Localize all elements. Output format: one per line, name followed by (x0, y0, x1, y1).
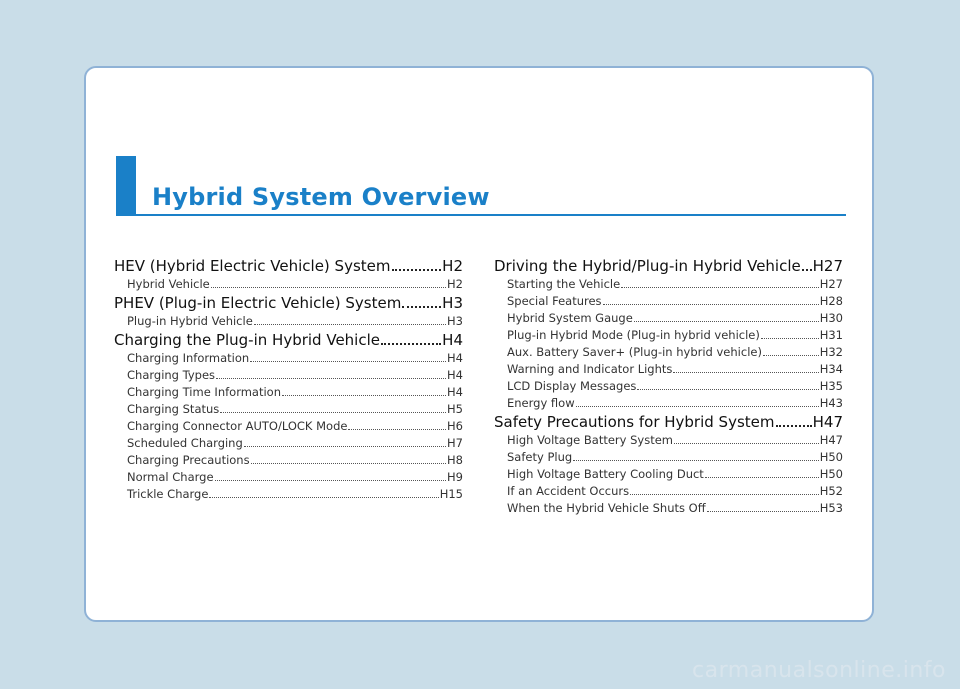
toc-subsection-entry[interactable] (494, 500, 843, 517)
dot-leader (216, 378, 446, 379)
toc-entry-title: Charging Connector AUTO/LOCK Mode (127, 419, 348, 433)
page-title: Hybrid System Overview (152, 183, 490, 211)
toc-section-entry[interactable] (114, 293, 463, 313)
toc-entry-title: Safety Precautions for Hybrid System (494, 413, 775, 431)
title-underline (116, 214, 846, 216)
toc-subsection-entry[interactable] (114, 367, 463, 384)
dot-leader (381, 343, 441, 345)
toc-section-entry[interactable] (494, 412, 843, 432)
toc-section-entry[interactable] (114, 256, 463, 276)
toc-entry-page: H53 (819, 501, 843, 515)
toc-subsection-entry[interactable] (494, 310, 843, 327)
toc-entry-title: Charging Types (127, 368, 216, 382)
toc-entry-title: When the Hybrid Vehicle Shuts Off (507, 501, 706, 515)
dot-leader (209, 497, 438, 498)
toc-entry-page: H43 (819, 396, 843, 410)
toc-entry-page: H7 (447, 436, 463, 450)
toc-entry-title: Charging Information (127, 351, 250, 365)
toc-entry-page: H8 (447, 453, 463, 467)
toc-entry-title: Hybrid System Gauge (507, 311, 633, 325)
dot-leader (776, 425, 812, 427)
toc-entry-page: H47 (812, 413, 843, 431)
toc-entry-title: Warning and Indicator Lights (507, 362, 673, 376)
toc-subsection-entry[interactable] (114, 452, 463, 469)
dot-leader (282, 395, 446, 396)
toc-subsection-entry[interactable] (494, 378, 843, 395)
toc-entry-page: H4 (447, 368, 463, 382)
title-accent-bar (116, 156, 136, 216)
toc-subsection-entry[interactable] (114, 384, 463, 401)
toc-entry-title: Plug-in Hybrid Mode (Plug-in hybrid vehicle) (507, 328, 760, 342)
toc-subsection-entry[interactable] (494, 449, 843, 466)
toc-entry-title: Charging Time Information (127, 385, 281, 399)
toc-entry-title: Charging Precautions (127, 453, 250, 467)
toc-entry-title: Normal Charge (127, 470, 214, 484)
toc-entry-page: H47 (819, 433, 843, 447)
toc-entry-page: H32 (819, 345, 843, 359)
dot-leader (673, 372, 818, 373)
toc-entry-title: Scheduled Charging (127, 436, 243, 450)
toc-entry-title: Trickle Charge (127, 487, 209, 501)
toc-entry-title: Hybrid Vehicle (127, 277, 210, 291)
dot-leader (621, 287, 819, 288)
toc-subsection-entry[interactable] (494, 483, 843, 500)
toc-entry-title: Aux. Battery Saver+ (Plug-in hybrid vehicle) (507, 345, 762, 359)
toc-entry-title: PHEV (Plug-in Electric Vehicle) System (114, 294, 402, 312)
dot-leader (630, 494, 819, 495)
toc-entry-page: H50 (819, 467, 843, 481)
toc-subsection-entry[interactable] (494, 276, 843, 293)
toc-entry-title: If an Accident Occurs (507, 484, 630, 498)
toc-section-entry[interactable] (114, 330, 463, 350)
dot-leader (220, 412, 446, 413)
toc-right-column (494, 256, 843, 517)
toc-entry-page: H4 (442, 331, 463, 349)
toc-entry-page: H28 (819, 294, 843, 308)
toc-section-entry[interactable] (494, 256, 843, 276)
dot-leader (250, 361, 446, 362)
toc-subsection-entry[interactable] (114, 313, 463, 330)
toc-entry-title: Driving the Hybrid/Plug-in Hybrid Vehicle (494, 257, 801, 275)
toc-entry-title: LCD Display Messages (507, 379, 637, 393)
watermark: carmanualsonline.info (692, 658, 946, 683)
dot-leader (637, 389, 818, 390)
toc-entry-title: Charging Status (127, 402, 220, 416)
dot-leader (634, 321, 819, 322)
toc-subsection-entry[interactable] (494, 361, 843, 378)
dot-leader (707, 511, 819, 512)
toc-entry-title: HEV (Hybrid Electric Vehicle) System (114, 257, 391, 275)
dot-leader (211, 287, 446, 288)
toc-subsection-entry[interactable] (114, 350, 463, 367)
toc-entry-title: Starting the Vehicle (507, 277, 621, 291)
dot-leader (348, 429, 446, 430)
toc-entry-page: H3 (447, 314, 463, 328)
toc-subsection-entry[interactable] (114, 418, 463, 435)
toc-subsection-entry[interactable] (114, 435, 463, 452)
toc-entry-page: H27 (812, 257, 843, 275)
toc-entry-page: H2 (447, 277, 463, 291)
toc-subsection-entry[interactable] (114, 469, 463, 486)
toc-subsection-entry[interactable] (114, 276, 463, 293)
toc-entry-title: Charging the Plug-in Hybrid Vehicle (114, 331, 380, 349)
toc-subsection-entry[interactable] (114, 401, 463, 418)
toc-entry-title: Energy flow (507, 396, 575, 410)
toc-subsection-entry[interactable] (494, 395, 843, 412)
dot-leader (573, 460, 819, 461)
dot-leader (674, 443, 819, 444)
dot-leader (802, 269, 812, 271)
toc-entry-title: Special Features (507, 294, 602, 308)
toc-entry-page: H9 (447, 470, 463, 484)
toc-subsection-entry[interactable] (494, 293, 843, 310)
dot-leader (576, 406, 819, 407)
toc-entry-page: H5 (447, 402, 463, 416)
toc-entry-page: H15 (439, 487, 463, 501)
toc-entry-page: H50 (819, 450, 843, 464)
dot-leader (244, 446, 446, 447)
toc-entry-title: Plug-in Hybrid Vehicle (127, 314, 253, 328)
dot-leader (603, 304, 819, 305)
toc-entry-page: H30 (819, 311, 843, 325)
dot-leader (761, 338, 819, 339)
toc-entry-page: H4 (447, 351, 463, 365)
toc-entry-title: High Voltage Battery System (507, 433, 673, 447)
toc-subsection-entry[interactable] (494, 344, 843, 361)
dot-leader (254, 324, 446, 325)
toc-entry-page: H31 (819, 328, 843, 342)
toc-subsection-entry[interactable] (494, 466, 843, 483)
dot-leader (705, 477, 819, 478)
toc-entry-page: H2 (442, 257, 463, 275)
toc-entry-title: Safety Plug (507, 450, 573, 464)
dot-leader (763, 355, 819, 356)
dot-leader (215, 480, 447, 481)
toc-subsection-entry[interactable] (494, 327, 843, 344)
toc-entry-page: H27 (819, 277, 843, 291)
toc-entry-page: H35 (819, 379, 843, 393)
toc-subsection-entry[interactable] (494, 432, 843, 449)
toc-entry-page: H52 (819, 484, 843, 498)
dot-leader (392, 269, 442, 271)
toc-entry-title: High Voltage Battery Cooling Duct (507, 467, 704, 481)
toc-entry-page: H34 (819, 362, 843, 376)
toc-entry-page: H6 (447, 419, 463, 433)
toc-entry-page: H3 (442, 294, 463, 312)
toc-entry-page: H4 (447, 385, 463, 399)
dot-leader (251, 463, 446, 464)
dot-leader (402, 306, 441, 308)
toc-subsection-entry[interactable] (114, 486, 463, 503)
toc-left-column (114, 256, 463, 503)
